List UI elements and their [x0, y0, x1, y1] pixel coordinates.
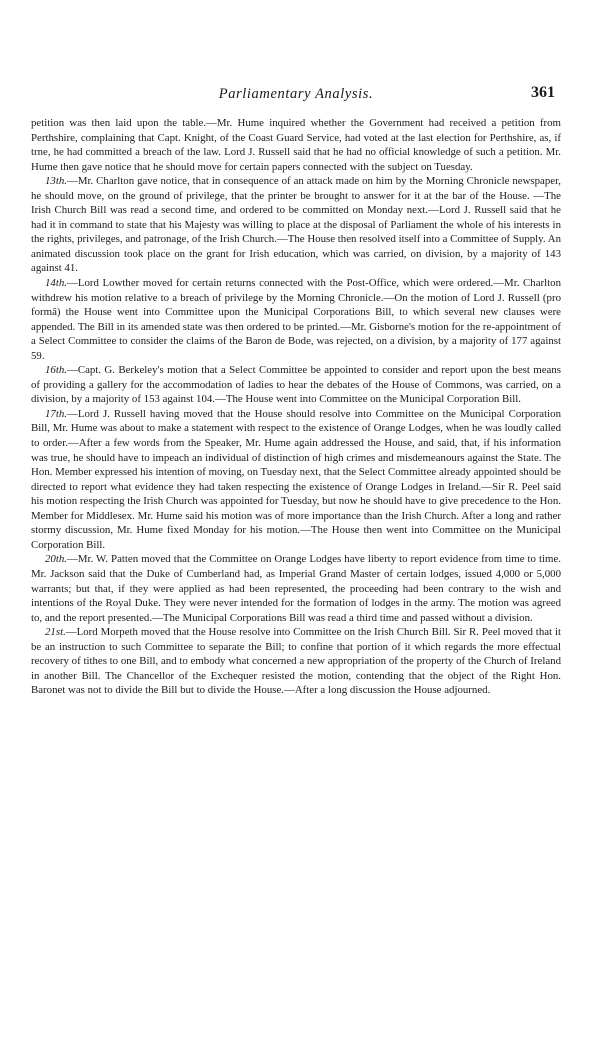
- entry-date: 20th.: [45, 553, 67, 566]
- entry-text: —Lord Morpeth moved that the House resolve into Committee on the Irish Church Bill. Sir R. Peel moved that it be an instruction to such Committee to separate the Bill; to confine that portion of it which regards the more effectual recovery of tithes to one Bill, and to embody what concerned a new appropriation of the property of the Church of Ireland in another Bill. The Chancellor of the Exchequer resisted the motion, contending that the object of the Right Hon. Baronet was not to divide the Bill but to divide the House.—After a long discussion the House adjourned.: [31, 626, 561, 697]
- paragraph-continuation: [31, 116, 561, 174]
- entry-date: 13th.: [45, 175, 67, 188]
- paragraph-entry-17th: [31, 407, 561, 552]
- document-page: [31, 86, 561, 698]
- entry-text: —Lord Lowther moved for certain returns connected with the Post-Office, which were ordered.—Mr. Charlton withdrew his motion relative to a breach of privilege by the Morning Chronicle.—On the motion of Lord J. Russell (pro formâ) the House went into Committee upon the Municipal Corporations Bill, to which several new clauses were appended. The Bill in its amended state was then ordered to be printed.—Mr. Gisborne's motion for the re-appointment of a Select Committee to consider the claims of the Baron de Bode, was rejected, on a division, by a majority of 177 against 59.: [31, 277, 561, 362]
- paragraph-entry-13th: [31, 174, 561, 276]
- entry-date: 21st.: [45, 626, 66, 639]
- paragraph-entry-14th: [31, 276, 561, 363]
- running-title: Parliamentary Analysis.: [218, 86, 374, 102]
- entry-text: —Mr. W. Patten moved that the Committee on Orange Lodges have liberty to report evidence from time to time. Mr. Jackson said that the Duke of Cumberland had, as Imperial Grand Master of certain lodges, issued 4,000 or 5,000 warrants; but that, if they were applied as had been represented, the proceeding had been contrary to the wish and intentions of the Royal Duke. They were never intended for the formation of lodges in the army. The motion was agreed to, and the report presented.—The Municipal Corporations Bill was read a third time and passed without a division.: [31, 553, 561, 624]
- entry-text: petition was then laid upon the table.—Mr. Hume inquired whether the Government had received a petition from Perthshire, complaining that Capt. Knight, of the Coast Guard Service, had voted at the last election for Perthshire, as, if trne, he had committed a breach of the law. Lord J. Russell said that he had no official knowledge of such a petition. Mr. Hume then gave notice that he should move for certain papers connected with the subject on Tuesday.: [31, 117, 561, 173]
- entry-date: 16th.: [45, 364, 67, 377]
- entry-date: 17th.: [45, 407, 67, 420]
- paragraph-entry-21st: [31, 625, 561, 698]
- entry-text: —Lord J. Russell having moved that the House should resolve into Committee on the Municipal Corporation Bill, Mr. Hume was about to make a statement with respect to the existence of Orange Lodges, when he was loudly called to order.—After a few words from the Speaker, Mr. Hume again addressed the House, and said, that, if his information was true, he should have to impeach an individual of distinction of high crimes and misdemeanours against the State. The Hon. Member expressed his intention of moving, on Tuesday next, that the Select Committee already appointed should be directed to report what evidence they had taken respecting the existence of Orange Lodges in Ireland.—Sir R. Peel said his motion respecting the Irish Church was appointed for Tuesday, but now he should have to give precedence to the Hon. Member for Middlesex. Mr. Hume said his motion was of more importance than the Irish Church. After a long and rather stormy discussion, Mr. Hume fixed Monday for his motion.—The House then went into Committee on the Municipal Corporation Bill.: [31, 407, 561, 551]
- entry-text: —Capt. G. Berkeley's motion that a Select Committee be appointed to consider and report upon the best means of providing a gallery for the accommodation of ladies to hear the debates of the House of Commons, was carried, on a division, by a majority of 153 against 104.—The House went into Committee on the Municipal Corporation Bill.: [31, 364, 561, 406]
- entry-date: 14th.: [45, 277, 67, 290]
- page-number: 361: [531, 84, 555, 101]
- running-head: [31, 86, 561, 108]
- paragraph-entry-16th: [31, 363, 561, 407]
- entry-text: —Mr. Charlton gave notice, that in consequence of an attack made on him by the Morning Chronicle newspaper, he should move, on the ground of privilege, that the printer be brought to answer for it at the bar of the House. —The Irish Church Bill was read a second time, and ordered to be committed on Monday next.—Lord J. Russell said that he had it in command to state that his Majesty was willing to place at the disposal of Parliament the whole of his interests in the rights, privileges, and patronage, of the Irish Church.—The House then resolved itself into a Committee of Supply. An animated discussion took place on the grant for Irish education, which was carried, on division, by a majority of 143 against 41.: [31, 175, 561, 275]
- paragraph-entry-20th: [31, 552, 561, 625]
